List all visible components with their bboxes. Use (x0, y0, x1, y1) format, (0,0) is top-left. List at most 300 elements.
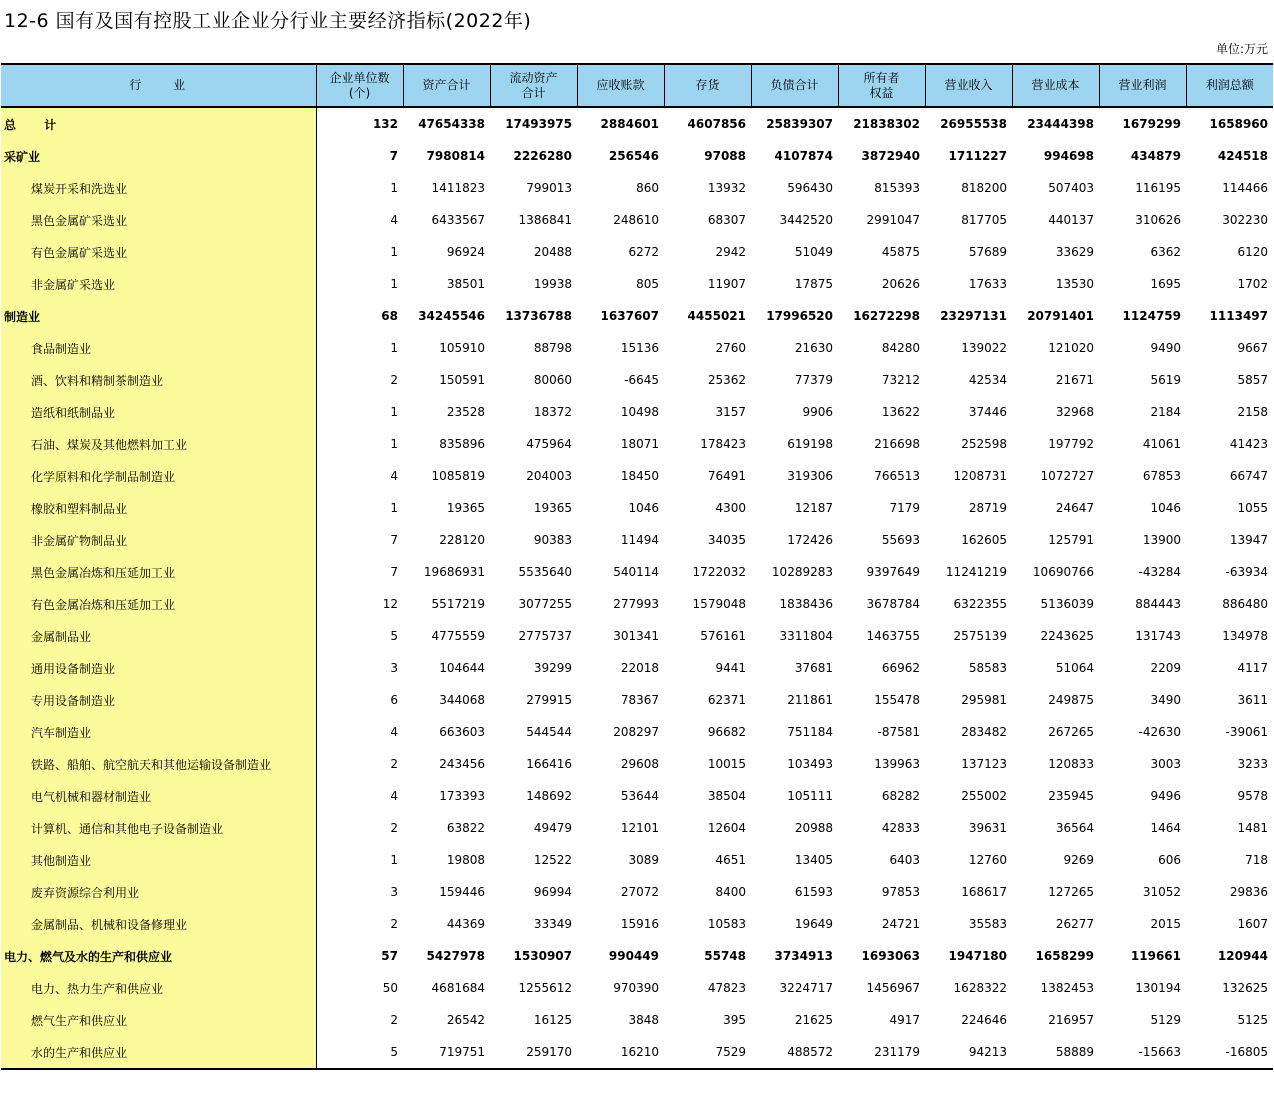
value-cell: 2 (390, 1013, 398, 1027)
table-row (1, 780, 1273, 812)
value-cell: 3490 (1150, 693, 1181, 707)
value-cell: 4 (390, 213, 398, 227)
value-cell: 132 (372, 117, 398, 131)
value-cell: 255002 (961, 789, 1007, 803)
value-cell: 216957 (1048, 1013, 1094, 1027)
value-cell: 7529 (664, 1036, 751, 1069)
value-cell: 166416 (526, 757, 572, 771)
value-cell: 17875 (794, 277, 833, 291)
industry-cell: 电力、热力生产和供应业 (1, 972, 316, 1004)
value-cell: 10690766 (1032, 565, 1094, 579)
value-cell: 1 (390, 277, 398, 291)
value-cell: 162605 (961, 533, 1007, 547)
value-cell: 37681 (794, 661, 833, 675)
value-cell: 57 (381, 949, 398, 963)
industry-cell: 电力、燃气及水的生产和供应业 (1, 940, 316, 972)
value-cell: 34245546 (418, 309, 485, 323)
value-cell: 1386841 (518, 213, 572, 227)
value-cell: 4 (390, 789, 398, 803)
value-cell: 58889 (1012, 1036, 1099, 1069)
value-cell: 26542 (446, 1013, 485, 1027)
table-row (1, 876, 1273, 908)
column-header: 利润总额 (1186, 64, 1273, 107)
value-cell: 259170 (490, 1036, 577, 1069)
value-cell: 38504 (707, 789, 746, 803)
value-cell: 104644 (439, 661, 485, 675)
value-cell: 3442520 (779, 213, 833, 227)
value-cell: 15916 (620, 917, 659, 931)
value-cell: -63934 (1225, 565, 1268, 579)
value-cell: 1456967 (866, 981, 920, 995)
value-cell: 1530907 (513, 949, 572, 963)
table-row (1, 332, 1273, 364)
column-header: 营业收入 (925, 64, 1012, 107)
value-cell: 19365 (446, 501, 485, 515)
value-cell: 58583 (968, 661, 1007, 675)
value-cell: 860 (636, 181, 659, 195)
value-cell: 249875 (1048, 693, 1094, 707)
value-cell: 53644 (620, 789, 659, 803)
value-cell: 766513 (874, 469, 920, 483)
value-cell: 150591 (439, 373, 485, 387)
value-cell: 2 (390, 373, 398, 387)
value-cell: 1072727 (1040, 469, 1094, 483)
column-header: 营业利润 (1099, 64, 1186, 107)
table-row (1, 492, 1273, 524)
value-cell: 31052 (1142, 885, 1181, 899)
value-cell: 148692 (526, 789, 572, 803)
value-cell: 310626 (1135, 213, 1181, 227)
value-cell: 4607856 (687, 117, 746, 131)
value-cell: 2243625 (1040, 629, 1094, 643)
industry-cell: 计算机、通信和其他电子设备制造业 (1, 812, 316, 844)
value-cell: 10015 (707, 757, 746, 771)
value-cell: 1 (390, 181, 398, 195)
value-cell: 1722032 (692, 565, 746, 579)
industry-cell: 造纸和纸制品业 (1, 396, 316, 428)
industry-cell: 黑色金属矿采选业 (1, 204, 316, 236)
value-cell: 24721 (881, 917, 920, 931)
industry-cell: 燃气生产和供应业 (1, 1004, 316, 1036)
column-header: 营业成本 (1012, 64, 1099, 107)
value-cell: 228120 (439, 533, 485, 547)
value-cell: 114466 (1222, 181, 1268, 195)
value-cell: 1255612 (518, 981, 572, 995)
value-cell: 1947180 (948, 949, 1007, 963)
value-cell: 120833 (1048, 757, 1094, 771)
value-cell: 49479 (533, 821, 572, 835)
industry-cell: 废弃资源综合利用业 (1, 876, 316, 908)
value-cell: 120944 (1217, 949, 1268, 963)
value-cell: 39299 (533, 661, 572, 675)
value-cell: -43284 (1138, 565, 1181, 579)
table-row (1, 716, 1273, 748)
value-cell: 1113497 (1209, 309, 1268, 323)
value-cell: 1637607 (600, 309, 659, 323)
value-cell: 132625 (1222, 981, 1268, 995)
value-cell: 11241219 (945, 565, 1007, 579)
value-cell: 13900 (1142, 533, 1181, 547)
value-cell: 134978 (1222, 629, 1268, 643)
value-cell: 1 (390, 501, 398, 515)
value-cell: 3872940 (861, 149, 920, 163)
value-cell: 96924 (446, 245, 485, 259)
value-cell: 5619 (1150, 373, 1181, 387)
value-cell: 6272 (628, 245, 659, 259)
value-cell: 424518 (1217, 149, 1268, 163)
table-row (1, 972, 1273, 1004)
value-cell: 475964 (526, 437, 572, 451)
value-cell: 256546 (608, 149, 659, 163)
indicator-table (1, 63, 1273, 1070)
value-cell: 5129 (1150, 1013, 1181, 1027)
value-cell: 139963 (874, 757, 920, 771)
table-row (1, 268, 1273, 300)
industry-cell: 非金属矿物制品业 (1, 524, 316, 556)
value-cell: 5857 (1237, 373, 1268, 387)
value-cell: 51064 (1055, 661, 1094, 675)
value-cell: 42833 (881, 821, 920, 835)
table-row (1, 844, 1273, 876)
value-cell: 663603 (439, 725, 485, 739)
value-cell: 18071 (620, 437, 659, 451)
value-cell: 16210 (577, 1036, 664, 1069)
value-cell: 57689 (968, 245, 1007, 259)
value-cell: 19938 (533, 277, 572, 291)
value-cell: 224646 (961, 1013, 1007, 1027)
value-cell: 395 (723, 1013, 746, 1027)
value-cell: 21625 (794, 1013, 833, 1027)
value-cell: 22018 (620, 661, 659, 675)
value-cell: 2991047 (866, 213, 920, 227)
value-cell: 63822 (446, 821, 485, 835)
value-cell: 2209 (1150, 661, 1181, 675)
value-cell: -15663 (1099, 1036, 1186, 1069)
value-cell: 719751 (403, 1036, 490, 1069)
value-cell: 5535640 (518, 565, 572, 579)
value-cell: 434879 (1130, 149, 1181, 163)
value-cell: 835896 (439, 437, 485, 451)
value-cell: 4455021 (687, 309, 746, 323)
value-cell: -6645 (624, 373, 659, 387)
value-cell: 131743 (1135, 629, 1181, 643)
value-cell: 3089 (628, 853, 659, 867)
value-cell: 68 (381, 309, 398, 323)
value-cell: 1055 (1237, 501, 1268, 515)
value-cell: 1382453 (1040, 981, 1094, 995)
table-row (1, 812, 1273, 844)
value-cell: 1579048 (692, 597, 746, 611)
column-header: 负债合计 (751, 64, 838, 107)
value-cell: 208297 (613, 725, 659, 739)
industry-cell: 非金属矿采选业 (1, 268, 316, 300)
value-cell: -16805 (1186, 1036, 1273, 1069)
column-header: 存货 (664, 64, 751, 107)
table-row (1, 620, 1273, 652)
value-cell: 39631 (968, 821, 1007, 835)
value-cell: 97088 (704, 149, 746, 163)
value-cell: 2575139 (953, 629, 1007, 643)
industry-cell: 专用设备制造业 (1, 684, 316, 716)
column-header: 行 业 (1, 64, 316, 107)
value-cell: 2226280 (513, 149, 572, 163)
value-cell: 5517219 (431, 597, 485, 611)
value-cell: 34035 (707, 533, 746, 547)
section-row (1, 140, 1273, 172)
value-cell: 7 (390, 565, 398, 579)
value-cell: 301341 (613, 629, 659, 643)
industry-cell: 食品制造业 (1, 332, 316, 364)
column-header: 流动资产 合计 (490, 64, 577, 107)
industry-cell: 通用设备制造业 (1, 652, 316, 684)
value-cell: 84280 (881, 341, 920, 355)
value-cell: 1411823 (431, 181, 485, 195)
value-cell: 47654338 (418, 117, 485, 131)
value-cell: 25839307 (766, 117, 833, 131)
value-cell: 11907 (707, 277, 746, 291)
value-cell: 36564 (1055, 821, 1094, 835)
value-cell: 55748 (704, 949, 746, 963)
value-cell: 248610 (613, 213, 659, 227)
industry-cell: 化学原料和化学制品制造业 (1, 460, 316, 492)
value-cell: 1481 (1237, 821, 1268, 835)
value-cell: 440137 (1048, 213, 1094, 227)
table-row (1, 236, 1273, 268)
value-cell: 884443 (1135, 597, 1181, 611)
value-cell: 44369 (446, 917, 485, 931)
value-cell: 35583 (968, 917, 1007, 931)
value-cell: 33629 (1055, 245, 1094, 259)
value-cell: 8400 (715, 885, 746, 899)
value-cell: 9269 (1063, 853, 1094, 867)
table-body (1, 107, 1273, 1069)
value-cell: 1658960 (1209, 117, 1268, 131)
value-cell: 4775559 (431, 629, 485, 643)
industry-cell: 制造业 (1, 300, 316, 332)
value-cell: 2884601 (600, 117, 659, 131)
industry-cell: 总 计 (1, 107, 316, 140)
value-cell: 302230 (1222, 213, 1268, 227)
industry-cell: 有色金属矿采选业 (1, 236, 316, 268)
table-row (1, 364, 1273, 396)
value-cell: 50 (382, 981, 398, 995)
value-cell: 7179 (889, 501, 920, 515)
value-cell: 7 (390, 533, 398, 547)
value-cell: 6322355 (953, 597, 1007, 611)
table-row (1, 652, 1273, 684)
industry-cell: 其他制造业 (1, 844, 316, 876)
value-cell: 9441 (715, 661, 746, 675)
value-cell: 155478 (874, 693, 920, 707)
value-cell: 1208731 (953, 469, 1007, 483)
value-cell: 1 (390, 245, 398, 259)
value-cell: 88798 (533, 341, 572, 355)
industry-cell: 石油、煤炭及其他燃料加工业 (1, 428, 316, 460)
value-cell: 105111 (787, 789, 833, 803)
value-cell: 80060 (533, 373, 572, 387)
value-cell: 10289283 (771, 565, 833, 579)
value-cell: 1695 (1150, 277, 1181, 291)
value-cell: 319306 (787, 469, 833, 483)
value-cell: 37446 (968, 405, 1007, 419)
value-cell: 116195 (1135, 181, 1181, 195)
value-cell: 1 (390, 405, 398, 419)
value-cell: 1124759 (1122, 309, 1181, 323)
value-cell: 45875 (881, 245, 920, 259)
value-cell: 13622 (881, 405, 920, 419)
value-cell: 799013 (526, 181, 572, 195)
value-cell: 235945 (1048, 789, 1094, 803)
value-cell: 78367 (620, 693, 659, 707)
value-cell: 751184 (787, 725, 833, 739)
value-cell: 3 (390, 661, 398, 675)
value-cell: 13932 (707, 181, 746, 195)
value-cell: 5 (316, 1036, 403, 1069)
value-cell: 718 (1245, 853, 1268, 867)
value-cell: 3678784 (866, 597, 920, 611)
header-row (1, 64, 1273, 107)
value-cell: 4 (390, 469, 398, 483)
value-cell: 2942 (715, 245, 746, 259)
value-cell: -39061 (1225, 725, 1268, 739)
table-row (1, 396, 1273, 428)
value-cell: 12760 (968, 853, 1007, 867)
value-cell: 6 (390, 693, 398, 707)
value-cell: 283482 (961, 725, 1007, 739)
value-cell: 3157 (715, 405, 746, 419)
value-cell: 507403 (1048, 181, 1094, 195)
industry-cell: 金属制品、机械和设备修理业 (1, 908, 316, 940)
table-row (1, 460, 1273, 492)
value-cell: 3734913 (774, 949, 833, 963)
value-cell: 9397649 (866, 565, 920, 579)
value-cell: 76491 (707, 469, 746, 483)
value-cell: -42630 (1138, 725, 1181, 739)
value-cell: 805 (636, 277, 659, 291)
value-cell: 1 (390, 853, 398, 867)
value-cell: 5427978 (426, 949, 485, 963)
value-cell: 1046 (628, 501, 659, 515)
value-cell: 540114 (613, 565, 659, 579)
value-cell: 3077255 (518, 597, 572, 611)
value-cell: 2 (390, 917, 398, 931)
value-cell: 12522 (533, 853, 572, 867)
industry-cell: 有色金属冶炼和压延加工业 (1, 588, 316, 620)
value-cell: 13405 (794, 853, 833, 867)
value-cell: 68282 (881, 789, 920, 803)
table-row (1, 684, 1273, 716)
value-cell: 20988 (794, 821, 833, 835)
value-cell: 277993 (613, 597, 659, 611)
value-cell: 16125 (533, 1013, 572, 1027)
page-title: 12-6 国有及国有控股工业企业分行业主要经济指标(2022年) (4, 10, 532, 32)
value-cell: 1702 (1237, 277, 1268, 291)
value-cell: 17996520 (766, 309, 833, 323)
value-cell: 16272298 (853, 309, 920, 323)
value-cell: 2158 (1237, 405, 1268, 419)
industry-cell: 酒、饮料和精制茶制造业 (1, 364, 316, 396)
value-cell: 5136039 (1040, 597, 1094, 611)
value-cell: 2 (390, 757, 398, 771)
value-cell: 97853 (881, 885, 920, 899)
value-cell: 19686931 (423, 565, 485, 579)
column-header: 应收账款 (577, 64, 664, 107)
value-cell: 18372 (533, 405, 572, 419)
value-cell: 47823 (707, 981, 746, 995)
value-cell: 26277 (1055, 917, 1094, 931)
value-cell: 970390 (613, 981, 659, 995)
value-cell: 4 (390, 725, 398, 739)
value-cell: 12604 (707, 821, 746, 835)
table-row (1, 908, 1273, 940)
value-cell: 596430 (787, 181, 833, 195)
table-row (1, 204, 1273, 236)
value-cell: 139022 (961, 341, 1007, 355)
value-cell: 818200 (961, 181, 1007, 195)
value-cell: 197792 (1048, 437, 1094, 451)
value-cell: 29836 (1229, 885, 1268, 899)
unit-label: 单位:万元 (1215, 42, 1268, 56)
value-cell: 12187 (794, 501, 833, 515)
value-cell: 9578 (1237, 789, 1268, 803)
column-header: 企业单位数 (个) (316, 64, 403, 107)
value-cell: 68307 (707, 213, 746, 227)
value-cell: 1 (390, 341, 398, 355)
value-cell: 119661 (1130, 949, 1181, 963)
value-cell: 1464 (1150, 821, 1181, 835)
section-row (1, 300, 1273, 332)
value-cell: 4917 (889, 1013, 920, 1027)
value-cell: 172426 (787, 533, 833, 547)
table-row (1, 428, 1273, 460)
value-cell: 77379 (794, 373, 833, 387)
value-cell: 3 (390, 885, 398, 899)
value-cell: 344068 (439, 693, 485, 707)
value-cell: 51049 (794, 245, 833, 259)
value-cell: 33349 (533, 917, 572, 931)
value-cell: 12 (382, 597, 398, 611)
value-cell: 130194 (1135, 981, 1181, 995)
value-cell: 2760 (715, 341, 746, 355)
value-cell: 41061 (1142, 437, 1181, 451)
value-cell: 252598 (961, 437, 1007, 451)
value-cell: 38501 (446, 277, 485, 291)
value-cell: 4300 (715, 501, 746, 515)
value-cell: 817705 (961, 213, 1007, 227)
table-row (1, 172, 1273, 204)
value-cell: 13736788 (505, 309, 572, 323)
value-cell: 1046 (1150, 501, 1181, 515)
value-cell: 137123 (961, 757, 1007, 771)
value-cell: 243456 (439, 757, 485, 771)
value-cell: 3848 (628, 1013, 659, 1027)
value-cell: 1658299 (1035, 949, 1094, 963)
value-cell: 15136 (620, 341, 659, 355)
table-row (1, 1036, 1273, 1069)
value-cell: 295981 (961, 693, 1007, 707)
value-cell: 62371 (707, 693, 746, 707)
value-cell: 6433567 (431, 213, 485, 227)
value-cell: 21671 (1055, 373, 1094, 387)
table-row (1, 748, 1273, 780)
value-cell: 90383 (533, 533, 572, 547)
value-cell: 3311804 (779, 629, 833, 643)
value-cell: 28719 (968, 501, 1007, 515)
industry-cell: 汽车制造业 (1, 716, 316, 748)
value-cell: 1463755 (866, 629, 920, 643)
value-cell: 9906 (802, 405, 833, 419)
value-cell: 619198 (787, 437, 833, 451)
